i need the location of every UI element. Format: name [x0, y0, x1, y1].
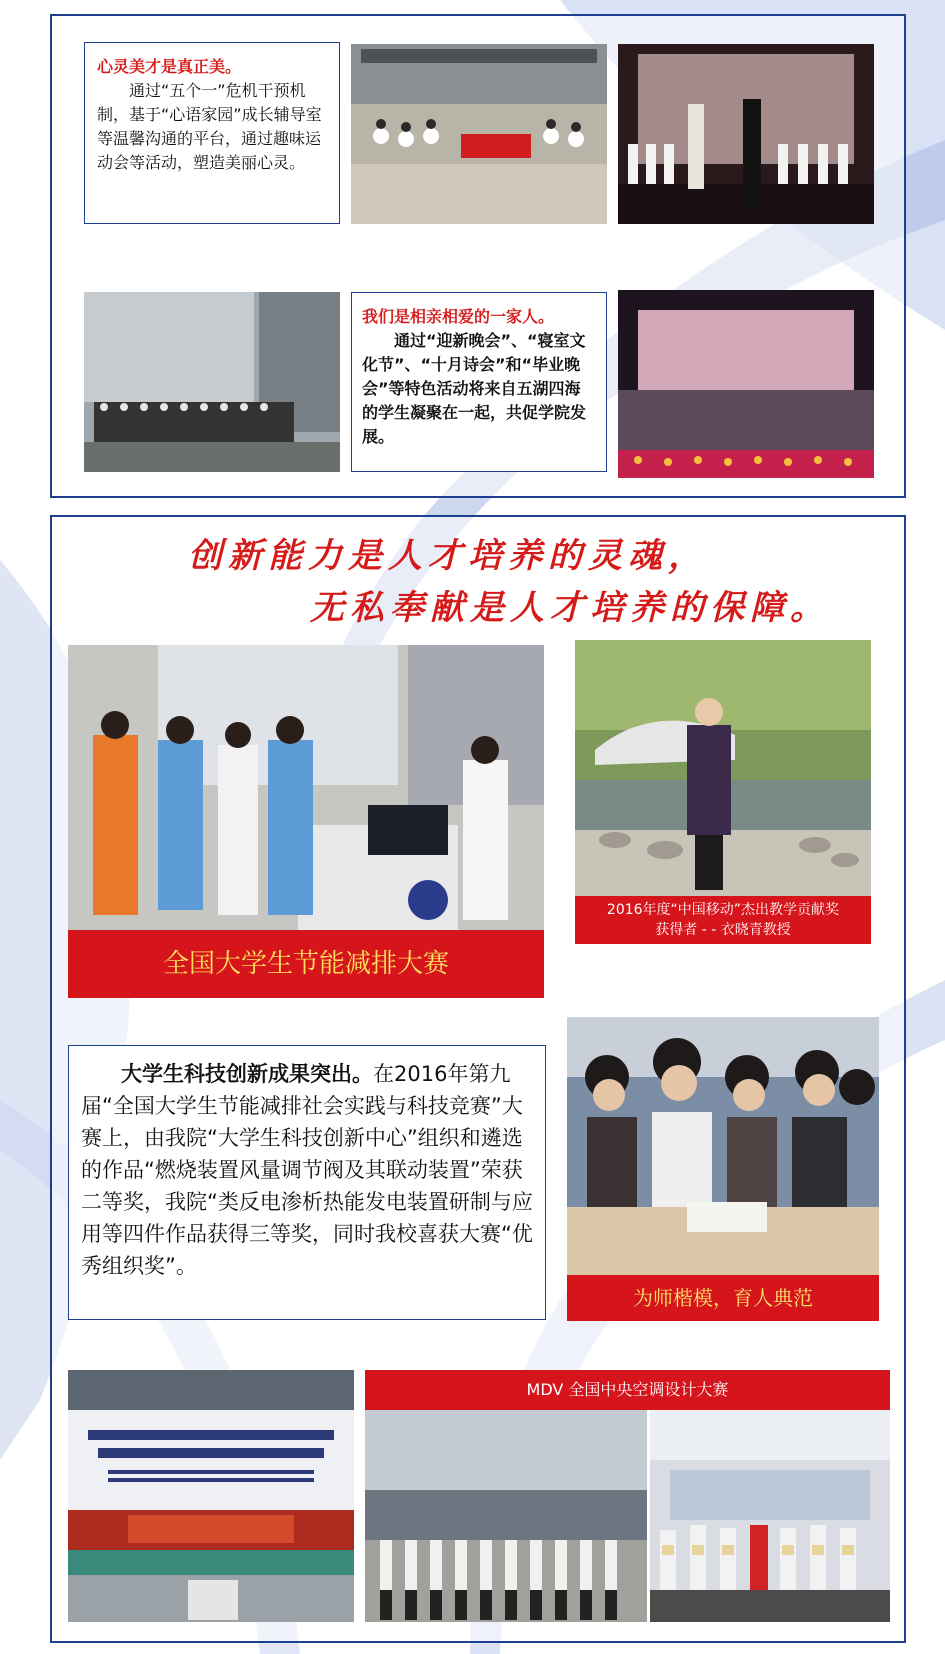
sports-meet-group-photo	[84, 292, 340, 472]
mdv-caption: MDV 全国中央空调设计大赛	[526, 1380, 729, 1399]
competition-booth-photo	[68, 645, 544, 930]
group-photo-image	[351, 44, 607, 224]
reading-photo-image	[567, 1017, 879, 1275]
energy-saving-contest-banner-photo	[68, 1370, 354, 1622]
textbox-2-body: 通过“迎新晚会”、“寝室文化节”、“十月诗会”和“毕业晚会”等特色活动将来自五湖四海的学生凝聚在一起，共促学院发展。	[362, 331, 587, 446]
campus-life-textbox-1	[84, 42, 340, 224]
teacher-caption: 为师楷模，育人典范	[633, 1286, 813, 1310]
slogan-line-1: 创新能力是人才培养的灵魂，	[188, 536, 708, 576]
contest-banner-photo-image	[68, 1370, 354, 1622]
mdv-award-photo-image	[650, 1410, 890, 1622]
mdv-group-photo	[365, 1410, 647, 1622]
textbox-2-heading: 我们是相亲相爱的一家人。	[362, 307, 555, 326]
mdv-caption-bar	[365, 1370, 890, 1410]
stage-performance-photo	[618, 44, 874, 224]
graduation-photo-image	[618, 290, 874, 478]
mdv-group-photo-image	[365, 1410, 647, 1622]
stage-photo-image	[618, 44, 874, 224]
textbox-1-content	[97, 55, 327, 175]
achievement-heading: 大学生科技创新成果突出。	[121, 1062, 373, 1086]
textbox-2-content	[362, 305, 596, 449]
achievement-textbox	[68, 1045, 546, 1320]
competition-caption: 全国大学生节能减排大赛	[162, 949, 449, 979]
students-reading-photo	[567, 1017, 879, 1275]
textbox-1-heading: 心灵美才是真正美。	[97, 57, 242, 76]
competition-caption-bar	[68, 930, 544, 998]
group-photo-banner	[351, 44, 607, 224]
mdv-award-ceremony-photo	[650, 1410, 890, 1622]
campus-life-textbox-2	[351, 292, 607, 472]
achievement-content	[81, 1058, 535, 1282]
achievement-body: 在2016年第九届“全国大学生节能减排社会实践与科技竞赛”大赛上，由我院“大学生科技创新中心”组织和遴选的作品“燃烧装置风量调节阀及其联动装置”荣获二等奖，我院“类反电渗析热能发电装置研制与应用等四件作品获得三等奖，同时我校喜获大赛“优秀组织奖”。	[81, 1062, 533, 1278]
award-caption-bar	[575, 896, 871, 944]
professor-photo-image	[575, 640, 871, 896]
professor-portrait-photo	[575, 640, 871, 896]
textbox-1-body: 通过“五个一”危机干预机制，基于“心语家园”成长辅导室等温馨沟通的平台，通过趣味运动会等活动，塑造美丽心灵。	[97, 81, 322, 172]
award-caption-line1: 2016年度“中国移动”杰出教学贡献奖	[606, 902, 840, 918]
award-caption-line2: 获得者 - - 衣晓青教授	[655, 922, 791, 938]
slogan-line-2: 无私奉献是人才培养的保障。	[310, 588, 830, 628]
sports-meet-photo-image	[84, 292, 340, 472]
competition-photo-image	[68, 645, 544, 930]
teacher-caption-bar	[567, 1275, 879, 1321]
graduation-party-photo	[618, 290, 874, 478]
